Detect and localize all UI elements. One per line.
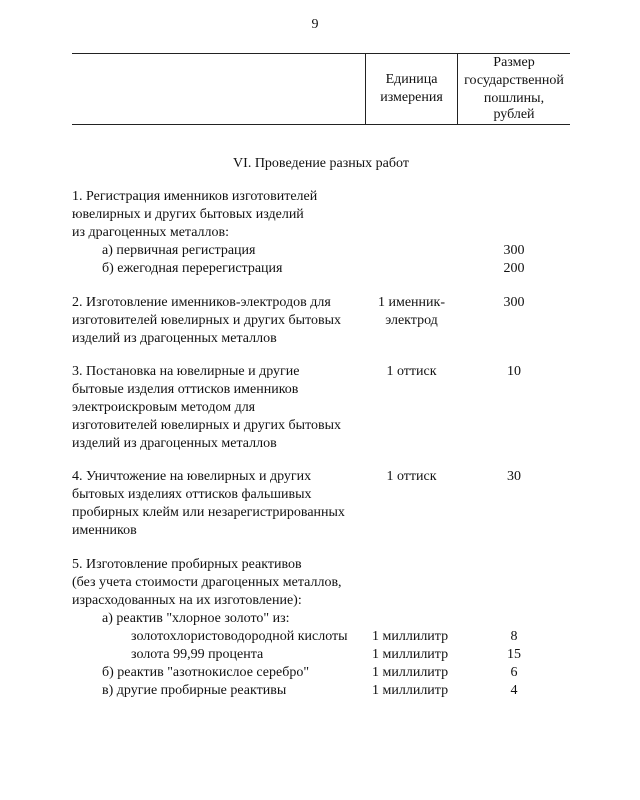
page-number: 9 [311,17,319,32]
item4-line4: именников [72,523,137,538]
item5-line3: израсходованных на их изготовление): [72,593,302,608]
item1-line1: 1. Регистрация именников изготовителей [72,189,318,204]
item3-line5: изделий из драгоценных металлов [72,436,277,451]
item5-sub-a2-unit: 1 миллилитр [372,647,449,662]
item5-sub-c-label: в) другие пробирные реактивы [102,683,287,698]
item4-line2: бытовых изделиях оттисков фальшивых [72,487,312,502]
item5-sub-c-unit: 1 миллилитр [372,683,449,698]
item2-line3: изделий из драгоценных металлов [72,331,277,346]
item5-sub-a2-fee: 15 [507,647,521,662]
item5-sub-a2-label: золота 99,99 процента [131,647,264,662]
item5-sub-a1-fee: 8 [510,629,518,644]
item3-line1: 3. Постановка на ювелирные и другие [72,364,300,379]
item4-line1: 4. Уничтожение на ювелирных и других [72,469,312,484]
item1-line2: ювелирных и других бытовых изделий [72,207,304,222]
item5-sub-c-fee: 4 [510,683,518,698]
item1-sub-b-label: б) ежегодная перерегистрация [102,261,283,276]
item2-line1: 2. Изготовление именников-электродов для [72,295,331,310]
item5-line2: (без учета стоимости драгоценных металлов, [72,575,342,590]
item5-sub-a1-label: золотохлористоводородной кислоты [131,629,348,644]
item1-sub-a-label: а) первичная регистрация [102,243,256,258]
item4-line3: пробирных клейм или незарегистрированных [72,505,345,520]
header-unit-line2: измерения [380,90,443,105]
item1-line3: из драгоценных металлов: [72,225,230,240]
item3-fee: 10 [507,364,521,379]
item5-sub-b-label: б) реактив "азотнокислое серебро" [102,665,310,680]
item3-line3: электроискровым методом для [72,400,256,415]
item2-line2: изготовителей ювелирных и других бытовых [72,313,342,328]
item5-sub-b-unit: 1 миллилитр [372,665,449,680]
item3-line4: изготовителей ювелирных и других бытовых [72,418,342,433]
header-fee-line2: государственной [464,73,564,88]
item2-unit-line1: 1 именник- [377,295,445,310]
header-unit-line1: Единица [385,72,438,87]
header-fee-line3: пошлины, [483,91,545,106]
item2-fee: 300 [503,295,525,310]
item3-line2: бытовые изделия оттисков именников [72,382,299,397]
item1-sub-a-fee: 300 [503,243,525,258]
item5-sub-b-fee: 6 [510,665,518,680]
item4-unit: 1 оттиск [386,469,437,484]
item1-sub-b-fee: 200 [503,261,525,276]
item4-fee: 30 [507,469,521,484]
section-title: VI. Проведение разных работ [233,156,409,171]
item5-sub-a-title: а) реактив "хлорное золото" из: [102,611,290,626]
table-header-bottom-line [72,124,570,125]
item2-unit-line2: электрод [385,313,438,328]
item5-line1: 5. Изготовление пробирных реактивов [72,557,302,572]
header-fee-line4: рублей [493,107,535,122]
header-fee-line1: Размер [493,55,535,70]
item3-unit: 1 оттиск [386,364,437,379]
item5-sub-a1-unit: 1 миллилитр [372,629,449,644]
